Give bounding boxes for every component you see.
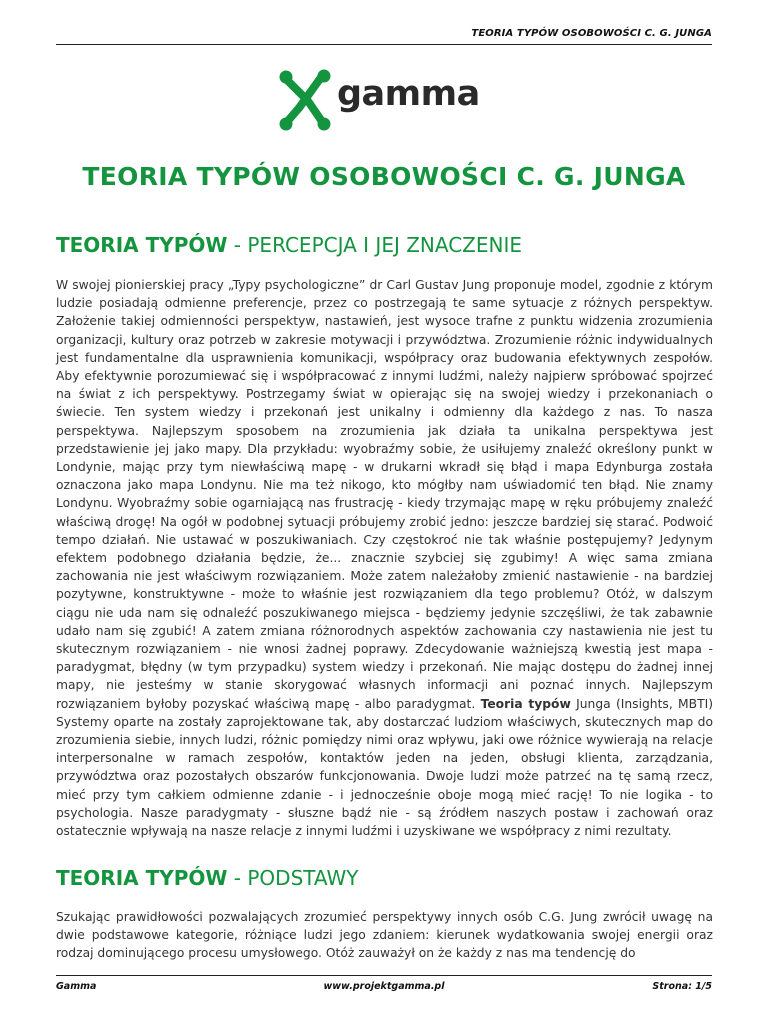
gamma-logo-mark-icon bbox=[277, 68, 337, 132]
document-title: TEORIA TYPÓW OSOBOWOŚCI C. G. JUNGA bbox=[82, 162, 686, 191]
section-body-perception bbox=[56, 276, 713, 840]
footer-website-link[interactable]: www.projektgamma.pl bbox=[323, 981, 445, 992]
section-heading-strong: TEORIA TYPÓW bbox=[56, 233, 228, 257]
section-heading-rest: - PERCEPCJA I JEJ ZNACZENIE bbox=[227, 233, 523, 257]
header-rule bbox=[56, 44, 712, 45]
footer-company: Gamma bbox=[56, 981, 97, 992]
gamma-wordmark: gamma bbox=[337, 74, 480, 114]
running-header: TEORIA TYPÓW OSOBOWOŚCI C. G. JUNGA bbox=[471, 28, 712, 39]
section-heading-strong: TEORIA TYPÓW bbox=[56, 866, 228, 890]
section-body-basics: Szukając prawidłowości pozwalających zrozumieć perspektywy innych osób C.G. Jung zwrócił uwagę na dwie podstawowe kategorie, różniące ludzi jego zdaniem: kierunek wydatkowania swojej energii oraz rodzaj dominującego procesu umysłowego. Otóż zauważył on że każdy z nas ma tendencję do bbox=[56, 910, 713, 961]
footer-page-number: Strona: 1/5 bbox=[652, 981, 712, 992]
section-heading-basics bbox=[56, 866, 359, 890]
paragraph-text: W swojej pionierskiej pracy „Typy psychologiczne” dr Carl Gustav Jung proponuje model, zgodnie z którym ludzie posiadają odmienne preferencje, przez co postrzegają te same sytuacje z różnych perspektyw. Założenie takiej odmienności perspektyw, nastawień, jest wysoce trafne z punktu widzenia zrozumienia organizacji, kultury oraz potrzeb w zakresie motywacji i przywództwa. Zrozumienie różnic indywidualnych jest fundamentalne dla usprawnienia komunikacji, współpracy oraz budowania efektywnych zespołów. Aby efektywnie porozumiewać się i współpracować z innymi ludźmi, należy najpierw spróbować spojrzeć na świat z ich perspektywy. Postrzegamy świat w opierając się na swojej wiedzy i przekonaniach o świecie. Ten system wiedzy i przekonań jest unikalny i odmienny dla każdego z nas. To nasza perspektywa. Najlepszym sposobem na zrozumienia jak działa ta unikalna perspektywa jest przedstawienie jej jako mapy. Dla przykładu: wyobraźmy sobie, że usiłujemy znaleźć określony punkt w Londynie, mając przy tym niewłaściwą mapę - w drukarni wkradł się błąd i mapa Edynburga została oznaczona jako mapa Londynu. Nie ma też nikogo, kto mógłby nam uświadomić ten błąd. Nie znamy Londynu. Wyobraźmy sobie ogarniającą nas frustrację - kiedy trzymając mapę w ręku próbujemy znaleźć właściwą drogę! Na ogół w podobnej sytuacji próbujemy zrobić jedno: jeszcze bardziej się starać. Podwoić tempo działań. Nie ustawać w poszukiwaniach. Czy częstokroć nie tak właśnie postępujemy? Jedynym efektem podobnego działania będzie, że... znacznie szybciej się zgubimy! A więc sama zmiana zachowania nie jest właściwym rozwiązaniem. Może zatem należałoby zmienić nastawienie - na bardziej pozytywne, konstruktywne - może to właśnie jest rozwiązaniem dla tego problemu? Otóż, w dalszym ciągu nie uda nam się odnaleźć poszukiwanego miejsca - będziemy jedynie szczęśliwi, że tak zabawnie udało nam się zgubić! A zatem zmiana różnorodnych aspektów zachowania czy nastawienia nie jest tu skutecznym rozwiązaniem - nie wnosi żadnej poprawy. Zdecydowanie ważniejszą kwestią jest mapa - paradygmat, błędny (w tym przypadku) system wiedzy i przekonań. Nie mając dostępu do żadnej innej mapy, nie jesteśmy w stanie skorygować własnych informacji ani poznać innych. Najlepszym rozwiązaniem byłoby pozyskać właściwą mapę - albo paradygmat. bbox=[56, 278, 713, 711]
section-heading-rest: - PODSTAWY bbox=[227, 866, 359, 890]
footer-rule bbox=[56, 975, 712, 976]
paragraph-text-continued: Junga (Insights, MBTI) Systemy oparte na zostały zaprojektowane tak, aby dostarczać ludziom właściwych, skutecznych map do zrozumienia siebie, innych ludzi, różnic pomiędzy nimi oraz wpływu, jaki owe różnice wywierają na relacje interpersonalne w ramach zespołów, kontaktów jeden na jeden, obsługi klienta, zarządzania, przywództwa oraz pozostałych obszarów funkcjonowania. Dwoje ludzi może patrzeć na tę samą rzecz, mieć przy tym całkiem odmienne zdanie - i jednocześnie oboje mogą mieć rację! To nie logika - to psychologia. Nasze paradygmaty - słuszne bądź nie - są źródłem naszych postaw i zachowań oraz ostatecznie wpływają na nasze relacje z innymi ludźmi i uzyskiwane we współpracy z nimi rezultaty. bbox=[56, 696, 714, 839]
section-heading-perception bbox=[56, 233, 522, 257]
gamma-logo bbox=[277, 68, 491, 132]
bold-phrase: Teoria typów bbox=[480, 696, 571, 711]
